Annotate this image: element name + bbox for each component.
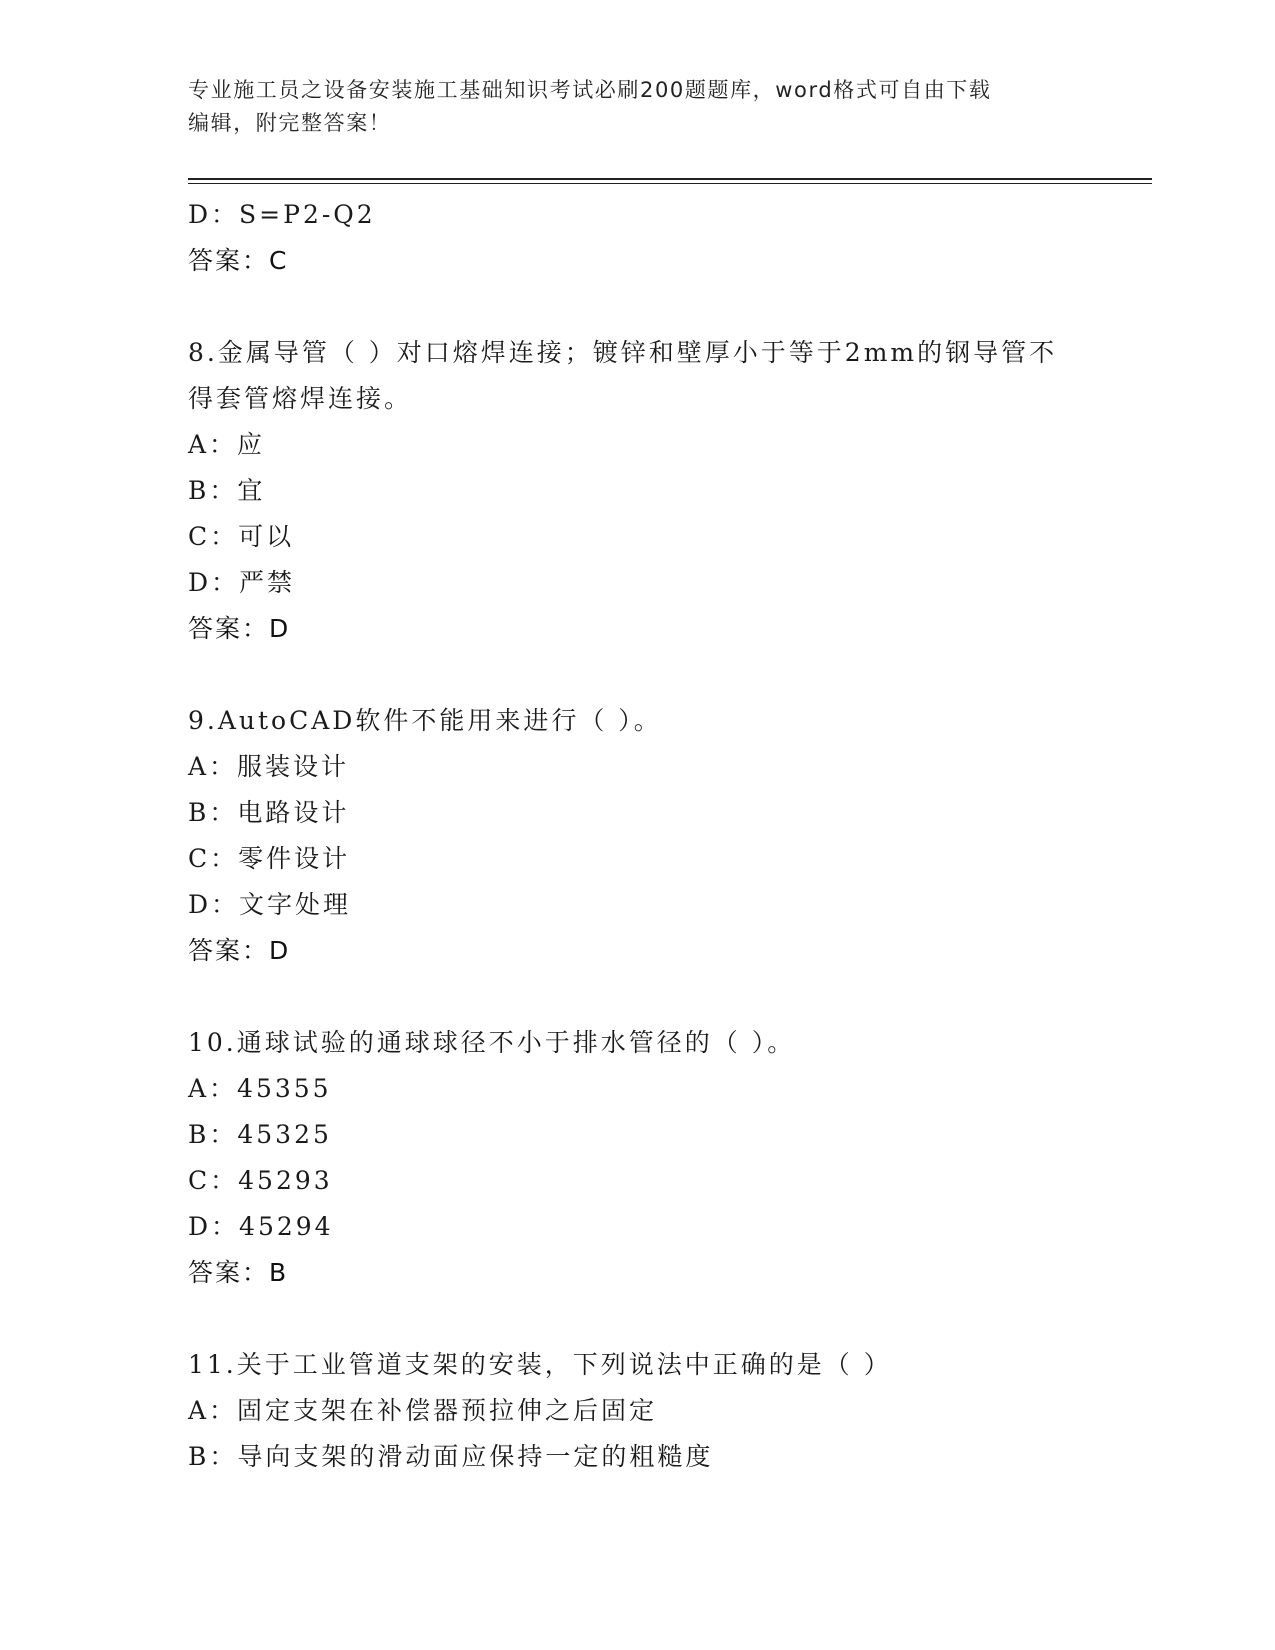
option-d: D：文字处理 bbox=[188, 890, 352, 919]
question-text: 8.金属导管（ ）对口熔焊连接；镀锌和壁厚小于等于2mm的钢导管不 bbox=[188, 338, 1058, 367]
header-line-2: 编辑，附完整答案！ bbox=[188, 111, 392, 135]
question-text: 11.关于工业管道支架的安装，下列说法中正确的是（ ） bbox=[188, 1350, 892, 1379]
option-a: A：45355 bbox=[188, 1074, 332, 1103]
option-c: C：可以 bbox=[188, 522, 295, 551]
header-divider-thick bbox=[188, 178, 1152, 180]
question-9 bbox=[188, 698, 1088, 974]
option-a: A：固定支架在补偿器预拉伸之后固定 bbox=[188, 1396, 658, 1425]
question-text: 10.通球试验的通球球径不小于排水管径的（ ）。 bbox=[188, 1028, 796, 1057]
option-c: C：零件设计 bbox=[188, 844, 351, 873]
document-header bbox=[188, 74, 1088, 140]
question-list bbox=[188, 192, 1088, 1480]
question-8 bbox=[188, 330, 1088, 652]
option-b: B：宜 bbox=[188, 476, 266, 505]
header-divider-thin bbox=[188, 183, 1152, 184]
answer: 答案：B bbox=[188, 1258, 289, 1287]
option-b: B：电路设计 bbox=[188, 798, 350, 827]
option-c: C：45293 bbox=[188, 1166, 333, 1195]
header-line-1: 专业施工员之设备安装施工基础知识考试必刷200题题库，word格式可自由下载 bbox=[188, 78, 992, 102]
option-b: B：导向支架的滑动面应保持一定的粗糙度 bbox=[188, 1442, 714, 1471]
prev-answer: 答案：C bbox=[188, 246, 289, 275]
question-11 bbox=[188, 1342, 1088, 1480]
option-b: B：45325 bbox=[188, 1120, 332, 1149]
question-10 bbox=[188, 1020, 1088, 1296]
option-a: A：应 bbox=[188, 430, 266, 459]
prev-option-d: D：S=P2-Q2 bbox=[188, 200, 376, 229]
option-a: A：服装设计 bbox=[188, 752, 350, 781]
question-text-cont: 得套管熔焊连接。 bbox=[188, 384, 413, 413]
answer: 答案：D bbox=[188, 614, 291, 643]
option-d: D：45294 bbox=[188, 1212, 334, 1241]
option-d: D：严禁 bbox=[188, 568, 296, 597]
answer: 答案：D bbox=[188, 936, 291, 965]
question-text: 9.AutoCAD软件不能用来进行（ ）。 bbox=[188, 706, 662, 735]
